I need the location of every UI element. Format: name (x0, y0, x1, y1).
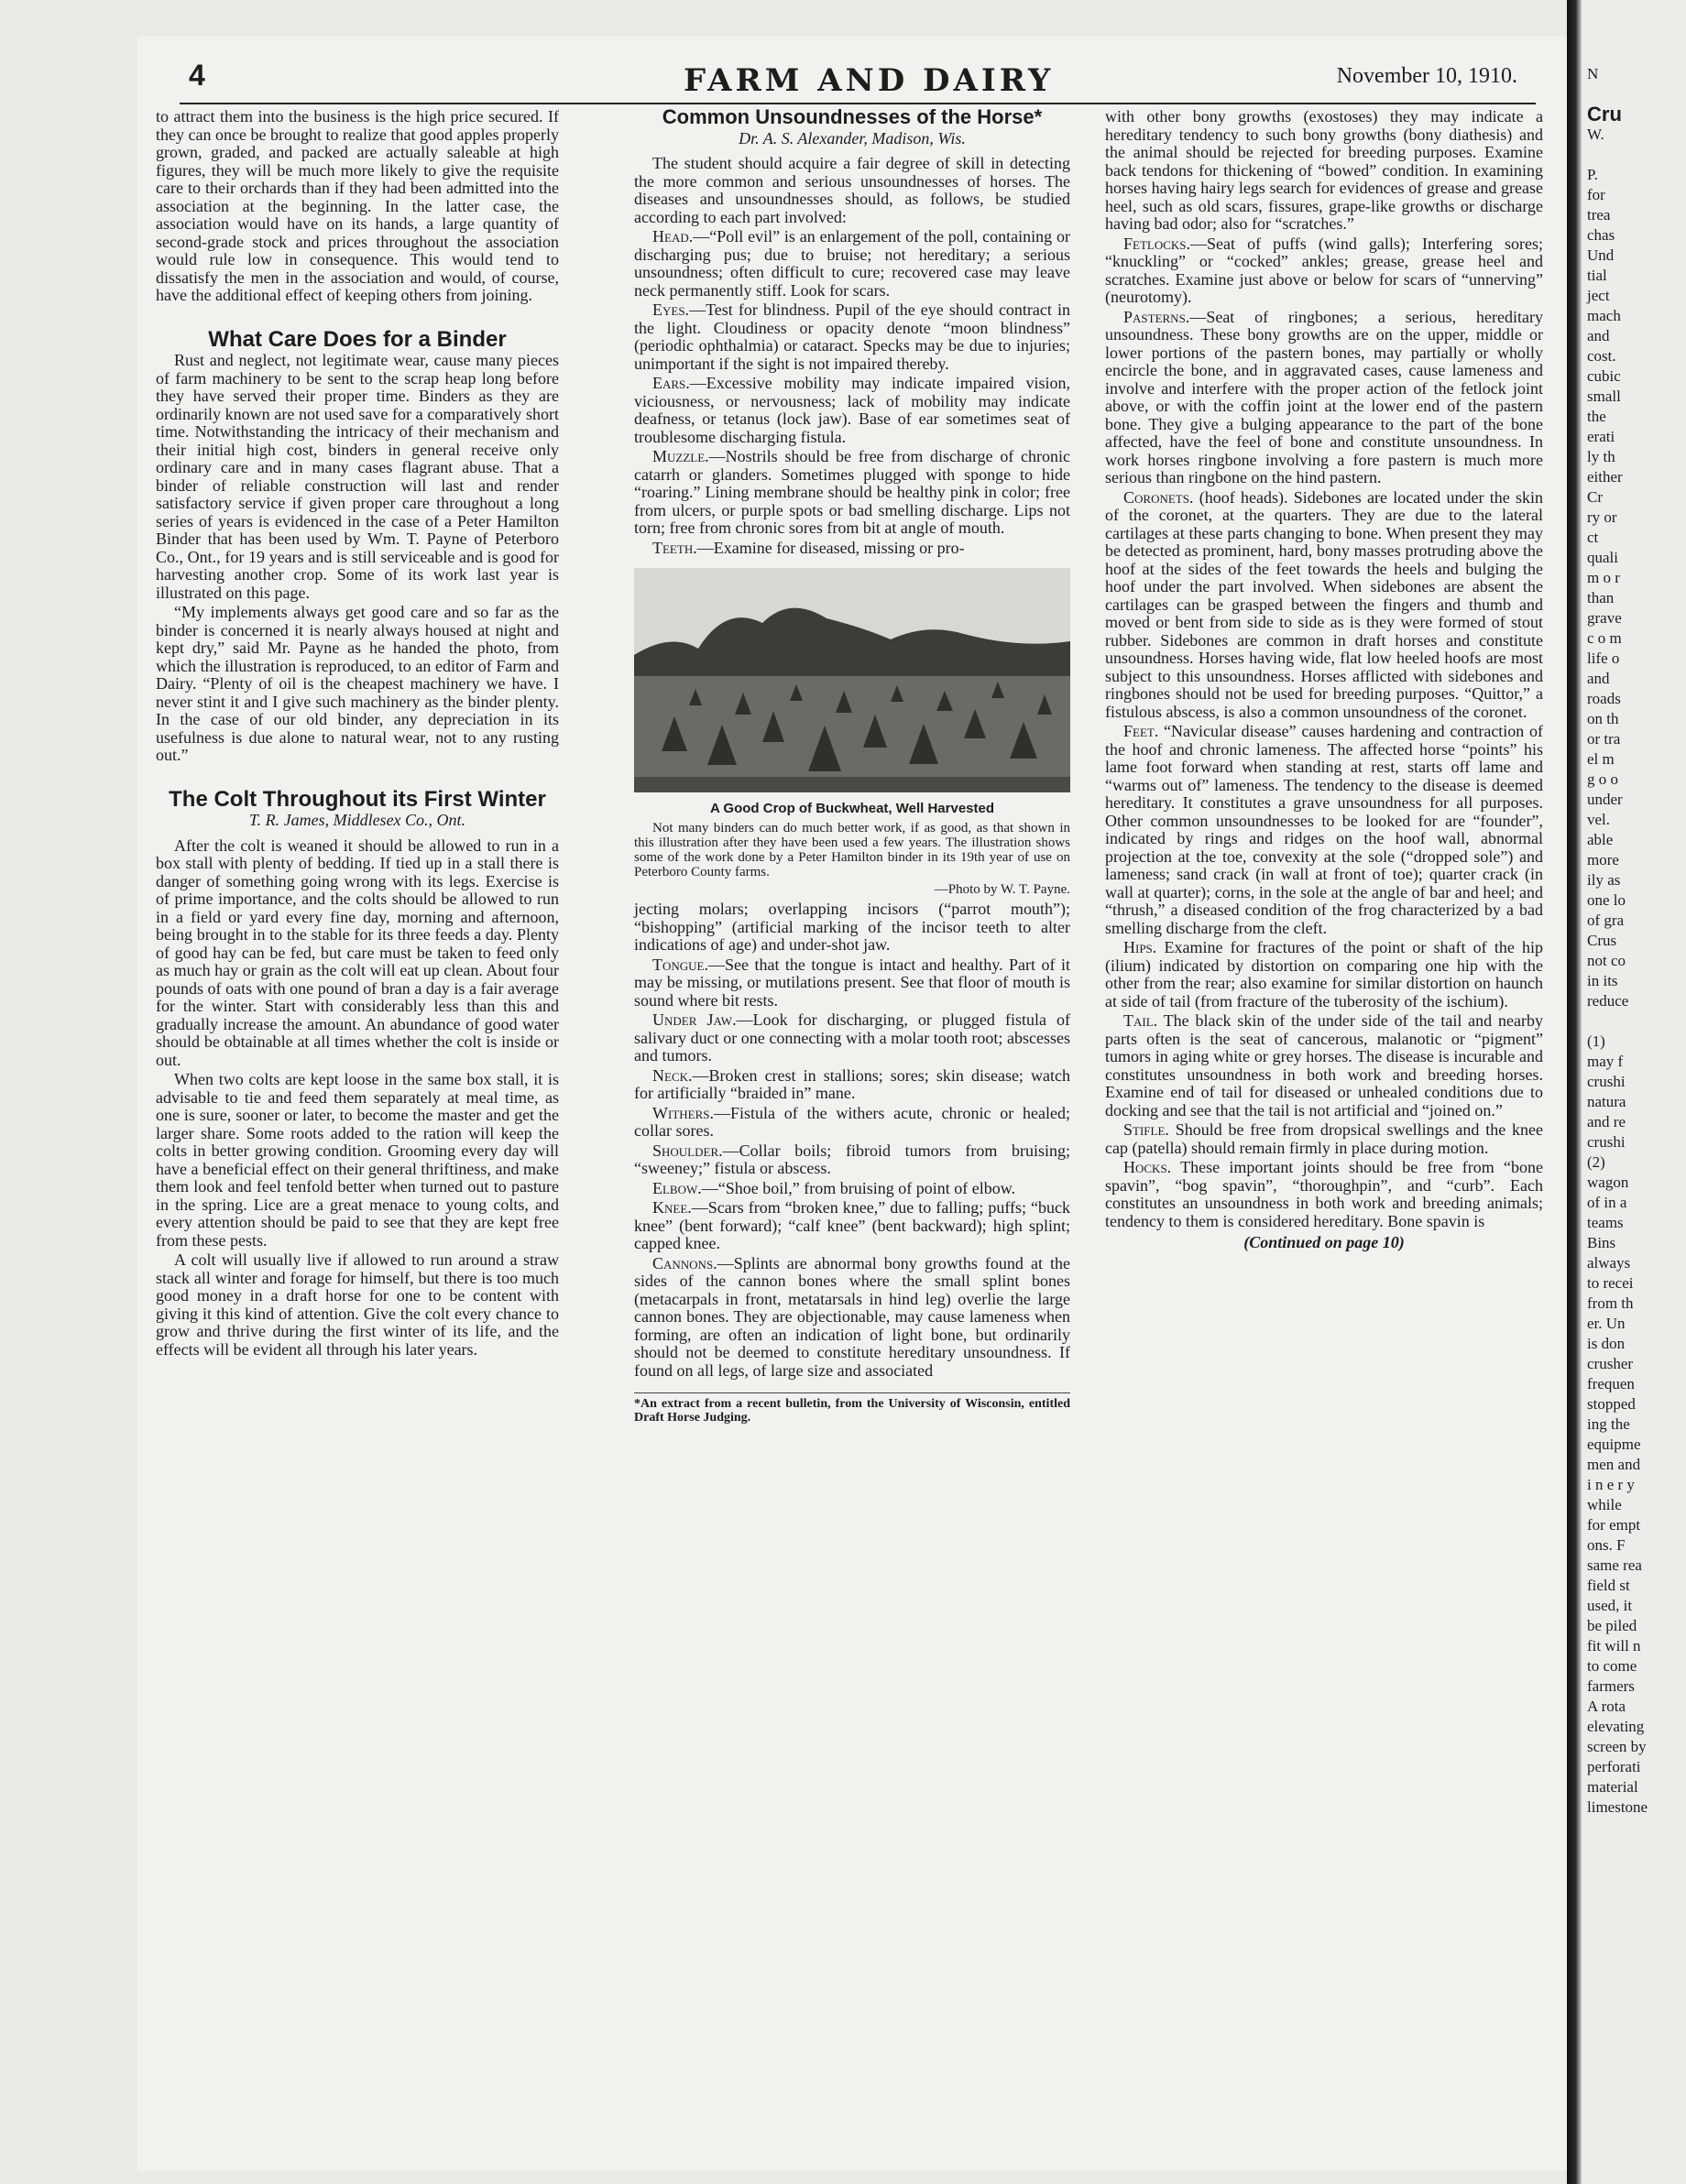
section-label: Withers. (652, 1103, 714, 1122)
next-page-line: ly th (1587, 448, 1615, 465)
next-page-line: may f (1587, 1053, 1624, 1070)
section-label: Stifle. (1123, 1120, 1169, 1139)
section-text: —Seat of puffs (wind galls); Interfering sores; “knuckling” or “cocked” ankles; grease, grease heel and scratches. Examine just above or below for scars of “unnerving” (neurotomy). (1105, 234, 1543, 306)
next-page-line: from th (1587, 1294, 1634, 1312)
next-page-line: limestone (1587, 1798, 1648, 1816)
section-paragraph (634, 956, 1070, 1010)
next-page-line: screen by (1587, 1738, 1647, 1755)
section-paragraph (634, 448, 1070, 538)
section-label: Tail. (1123, 1011, 1158, 1030)
section-text: —“Poll evil” is an enlargement of the poll, containing or discharging pus; due to bruise; not hereditary; a serious unsoundness; often difficult to cure; recovered case may leave neck permanently stiff. Look for scars. (634, 227, 1070, 300)
section-label: Feet. (1123, 722, 1159, 740)
next-page-line: grave (1587, 609, 1622, 627)
next-page-line: stopped (1587, 1395, 1636, 1413)
section-paragraph (1105, 723, 1543, 937)
section-label: Neck. (652, 1065, 693, 1085)
colt-paragraph-1: After the colt is weaned it should be allowed to run in a box stall with plenty of bedding. If tied up in a stall there is danger of something going wrong with its legs. Exercise is of prime importance, and the colts should be allowed to run in a field or yard every fine day, morning and afternoon, being brought in to the stable for its three feeds a day. Plenty of good hay can be fed, but care must be taken to feed only as much hay or grain as the colt will eat up clean. About four pounds of oats with one pound of bran a day is a fair average for the winter. Start with considerably less than this and gradually increase the amount. An abundance of good water should be obtainable at all times whether the colt is inside or out. (156, 835, 559, 1069)
column-2 (634, 105, 1071, 1425)
next-page-line: under (1587, 791, 1623, 808)
column-3 (1105, 108, 1543, 1252)
next-page-line: crushi (1587, 1073, 1626, 1090)
next-page-line: el m (1587, 750, 1615, 768)
buckwheat-field-image (634, 568, 1070, 792)
next-page-line: natura (1587, 1093, 1626, 1110)
continued-notice: (Continued on page 10) (1243, 1233, 1405, 1251)
next-page-line: of in a (1587, 1194, 1627, 1211)
next-page-line: er. Un (1587, 1315, 1626, 1332)
section-text: —Test for blindness. Pupil of the eye should contract in the light. Cloudiness or opacity denote “moon blindness” (periodic ophthalmia) or cataract. Specks may be due to injuries; unimportant if the sight is not impaired thereby. (634, 300, 1070, 373)
section-label: Pasterns. (1123, 307, 1190, 326)
next-page-line: ing the (1587, 1415, 1630, 1433)
next-page-line: fit will n (1587, 1637, 1641, 1654)
next-page-line: is don (1587, 1335, 1626, 1352)
colt-article-title: The Colt Throughout its First Winter (169, 786, 546, 812)
photo-credit: —Photo by W. T. Payne. (934, 881, 1070, 897)
section-text: The black skin of the under side of the tail and nearby parts often is the seat of cancerous, malanotic or “pigment” tumors in aging white or grey horses. The disease is incurable and constitutes unsoundness in both work and breeding horses. Examine end of tail for diseased or unhealed conditions due to docking and see that the tail is not artificial and “joined on.” (1105, 1011, 1543, 1119)
buckwheat-field-photo (634, 568, 1070, 792)
next-page-line: ject (1587, 287, 1610, 304)
unsoundness-intro: The student should acquire a fair degree of skill in detecting the more common and serious unsoundnesses of horses. The diseases and unsoundnesses should, as follows, be studied according to each part involved: (634, 154, 1070, 226)
section-text: —Excessive mobility may indicate impaired vision, viciousness, or nervousness; lack of mobility may indicate deafness, or tetanus (lock jaw). Base of ear sometimes seat of troublesome discharging fistula. (634, 374, 1070, 446)
section-label: Tongue. (652, 955, 708, 974)
masthead: FARM AND DAIRY (684, 62, 1055, 99)
next-page-line: wagon (1587, 1174, 1629, 1191)
section-paragraph (1105, 1159, 1543, 1230)
section-paragraph (634, 1142, 1070, 1178)
next-page-line: ily as (1587, 871, 1621, 889)
next-page-line: m o r (1587, 569, 1620, 586)
bony-growths-text: with other bony growths (exostoses) they may indicate a hereditary tendency to such bony growths (bony diathesis) and the animal should be rejected for breeding purposes. Examine back tendons for thickening of “bowed” condition. In examining horses having hairy legs search for evidences of grease and grease heel, such as old scars, fissures, grape-like growths or discharge having bad odor; also for “scratches.” (1105, 107, 1543, 233)
section-text: Should be free from dropsical swellings and the knee cap (patella) should remain firmly in place during motion. (1105, 1120, 1543, 1157)
next-page-line: small (1587, 388, 1621, 405)
section-paragraph (634, 1105, 1070, 1141)
next-page-line: P. (1587, 166, 1598, 183)
next-page-line: reduce (1587, 992, 1629, 1010)
page-header (180, 59, 1536, 104)
next-page-line: or tra (1587, 730, 1621, 748)
next-page-line: Bins (1587, 1234, 1616, 1251)
section-text: —“Shoe boil,” from bruising of point of elbow. (701, 1178, 1016, 1197)
unsoundness-article-byline: Dr. A. S. Alexander, Madison, Wis. (739, 128, 966, 147)
section-text: —Collar boils; fibroid tumors from bruising; “sweeney;” fistula or abscess. (634, 1141, 1070, 1177)
section-paragraph (634, 228, 1070, 300)
colt-paragraph-2: When two colts are kept loose in the same box stall, it is advisable to tie and feed them separately at meal time, as one is sure, sooner or later, to become the master and get the larger share. Some roots added to the ration will keep the colts in better growing condition. Grooming every day will have a beneficial effect on their general thriftiness, and make them look and feel tenfold better when turned out to pasture in the spring. Lice are a great menace to young colts, and every attention should be paid to see that they are kept free from these pests. (156, 1070, 559, 1250)
next-page-line: roads (1587, 690, 1621, 707)
next-page-line: be piled (1587, 1617, 1637, 1634)
section-text: —See that the tongue is intact and healthy. Part of it may be missing, or mutilations present. See that floor of mouth is sound where bit rests. (634, 955, 1070, 1010)
article-footnote: *An extract from a recent bulletin, from the University of Wisconsin, entitled Draft Horse Judging. (634, 1392, 1070, 1425)
next-page-line: field st (1587, 1577, 1630, 1594)
next-page-line: Cru (1587, 103, 1622, 126)
section-paragraph (1105, 1012, 1543, 1119)
next-page-line: trea (1587, 206, 1611, 224)
section-label: Ears. (652, 374, 690, 392)
section-paragraph (634, 301, 1070, 373)
section-paragraph (1105, 489, 1543, 722)
section-label: Fetlocks. (1123, 234, 1191, 253)
next-page-line: c o m (1587, 629, 1622, 647)
next-page-line: perforati (1587, 1758, 1641, 1775)
colt-article-byline: T. R. James, Middlesex Co., Ont. (248, 811, 466, 829)
header-rule (180, 103, 1536, 104)
next-page-line: chas (1587, 226, 1615, 244)
issue-date: November 10, 1910. (1336, 64, 1517, 88)
next-page-line: the (1587, 408, 1606, 425)
section-label: Cannons. (652, 1253, 717, 1272)
next-page-line: than (1587, 589, 1615, 606)
next-page-line: one lo (1587, 891, 1626, 909)
next-page-line: crusher (1587, 1355, 1634, 1372)
binder-paragraph-2: “My implements always get good care and so far as the binder is concerned it is nearly always housed at night and kept dry,” said Mr. Payne as he handed the photo, from which the illustration is reproduced, to an editor of Farm and Dairy. “Plenty of oil is the cheapest machinery we have. I never stint it and I give such machinery as the binder plenty. In the case of our old binder, any depreciation in its usefulness is due alone to natural wear, not to any rusting out.” (156, 603, 559, 764)
next-page-line: (1) (1587, 1032, 1605, 1050)
next-page-line: more (1587, 851, 1619, 868)
next-page-line: W. (1587, 126, 1604, 143)
section-paragraph (634, 540, 1070, 558)
section-label: Eyes. (652, 300, 690, 319)
section-label: Knee. (652, 1198, 692, 1217)
binder-paragraph-1: Rust and neglect, not legitimate wear, cause many pieces of farm machinery to be sent to the scrap heap long before they have served their proper time. Binders as they are ordinarily known are not used save for a comparatively short time. Notwithstanding the intricacy of their mechanism and their initial high cost, binders in general receive only ordinary care and in many cases flagrant abuse. That a binder of reliable construction will last and render satisfactory service if given proper care throughout a long series of years is evidenced in the case of a Peter Hamilton Binder that has been used by Wm. T. Payne of Peterboro Co., Ont., for 19 years and is still serviceable and is good for harvesting another crop. Some of its work last year is illustrated on this page. (156, 351, 559, 602)
next-page-line: Und (1587, 246, 1615, 264)
photo-caption-title: A Good Crop of Buckwheat, Well Harvested (709, 801, 995, 816)
next-page-line: equipme (1587, 1436, 1641, 1453)
section-label: Muzzle. (652, 447, 709, 465)
next-page-line: cost. (1587, 347, 1616, 365)
section-paragraph (1105, 939, 1543, 1010)
next-page-line: teams (1587, 1214, 1624, 1231)
next-page-line: i n e r y (1587, 1476, 1635, 1493)
next-page-line: on th (1587, 710, 1619, 727)
next-page-line: Cr (1587, 488, 1603, 506)
next-page-line: ct (1587, 529, 1599, 546)
next-page-line: life o (1587, 650, 1620, 667)
next-page-line: ons. F (1587, 1536, 1626, 1554)
section-label: Under Jaw. (652, 1010, 737, 1029)
next-page-line: men and (1587, 1456, 1641, 1473)
section-label: Hips. (1123, 938, 1157, 956)
next-page-line: same rea (1587, 1556, 1642, 1574)
next-page-line: in its (1587, 972, 1618, 989)
section-text: —Look for discharging, or plugged fistula of salivary duct or one connecting with a molar tooth root; abscesses and tumors. (634, 1010, 1071, 1065)
section-label: Shoulder. (652, 1141, 723, 1160)
next-page-line: mach (1587, 307, 1621, 324)
section-text: “Navicular disease” causes hardening and contraction of the hoof and chronic lameness. The affected horse “points” his lame foot forward when standing at rest, starts off lame and “warms out of” lameness. The tendency to the disease is deemed hereditary. It constitutes a grave unsoundness for all purposes. Other common unsoundnesses to be looked for are “founder”, indicated by rings and ridges on the hoof wall, abnormal projection at the toe, convexity at the sole (“dropped sole”) and lameness; sand crack (in wall at front of toe); quarter crack (in wall at quarter); corns, in the sole at the angle of bar and heel; and “thrush,” a diseased condition of the frog characterized by a bad smelling discharge from the cleft. (1105, 722, 1543, 937)
next-page-line: Crus (1587, 932, 1617, 949)
next-page-line: of gra (1587, 912, 1625, 929)
section-text: These important joints should be free from “bone spavin”, “bog spavin”, “thoroughpin”, and “curb”. Each constitutes an unsoundness in both work and breeding animals; tendency to them is considered hereditary. Bone spavin is (1105, 1158, 1543, 1230)
unsoundness-article-title: Common Unsoundnesses of the Horse* (662, 105, 1043, 128)
next-page-line: quali (1587, 549, 1618, 566)
unsoundness-sections-top (634, 228, 1070, 557)
section-paragraph (634, 1199, 1070, 1253)
next-page-line: either (1587, 468, 1623, 486)
section-text: —Splints are abnormal bony growths found at the sides of the cannon bones where the small splint bones (metacarpals in front, metatarsals in hind leg) overlie the large cannon bones. They are objectionable, may cause lameness when forming, are often an indication of light bone, but ordinarily should not be deemed to constitute hereditary unsoundness. If found on all legs, of large size and associated (634, 1253, 1070, 1380)
apple-association-text: to attract them into the business is the high price secured. If they can once be brought to realize that good apples properly grown, graded, and packed are actually saleable at high figures, they will be much more likely to give the requisite care to their orchards than if they had been admitted into the association at the beginning. In the latter case, the association would have on its hands, a large quantity of second-grade stock and prices throughout the association would rule low in consequence. This would tend to dissatisfy the men in the association and would, of course, have the additional effect of keeping others from joining. (156, 107, 559, 304)
next-page-line: to recei (1587, 1274, 1634, 1292)
next-page-line: for empt (1587, 1516, 1641, 1534)
next-page-line: and re (1587, 1113, 1626, 1130)
section-label: Elbow. (652, 1178, 702, 1197)
section-paragraph (1105, 1121, 1543, 1157)
next-page-line: not co (1587, 952, 1626, 969)
next-page-line: able (1587, 831, 1614, 848)
section-text: —Nostrils should be free from discharge of chronic catarrh or glanders. Sometimes plugged with sponge to hide “roaring.” Lining membrane should be healthy pink in color; free from ulcers, or purple spots or bad smelling discharge. Lips not torn; free from chronic sores from bit at angle of mouth. (634, 447, 1070, 537)
section-label: Teeth. (652, 538, 697, 557)
page-number: 4 (189, 59, 205, 92)
next-page-line: always (1587, 1254, 1631, 1272)
section-text: —Scars from “broken knee,” due to falling; puffs; “buck knee” (bent forward); “calf knee” (bent backward); high splint; capped knee. (634, 1198, 1070, 1252)
next-page-line: to come (1587, 1657, 1637, 1675)
next-page-line: frequen (1587, 1375, 1635, 1392)
column-1 (156, 108, 559, 1360)
next-page-line: N (1587, 65, 1599, 82)
unsoundness-sections-col3 (1105, 235, 1543, 1231)
next-page-line: (2) (1587, 1153, 1605, 1171)
next-page-line: cubic (1587, 367, 1621, 385)
section-paragraph (1105, 309, 1543, 487)
section-text: Examine for fractures of the point or shaft of the hip (ilium) indicated by distortion on comparing one hip with the other from the rear; also examine for similar distortion on haunch at side of tail (from fracture of the tuberosity of the ischium). (1105, 938, 1543, 1010)
next-page-line: farmers (1587, 1677, 1635, 1695)
next-page-line: tial (1587, 267, 1607, 284)
photo-caption-text: Not many binders can do much better work, if as good, as that shown in this illustration after they have been used a few years. The illustration shows some of the work done by a Peter Hamilton binder in its 19th year of use on Peterboro County farms. (634, 820, 1070, 879)
section-paragraph (634, 1067, 1070, 1103)
section-text: (hoof heads). Sidebones are located under the skin of the coronet, at the quarters. They are due to the lateral cartilages at these parts changing to bone. When present they may be detected as prominent, hard, bony masses protruding above the hoof at the sides of the feet towards the heels and bulging the hoof under the part involved. When sidebones are absent the cartilages can be grasped between the fingers and thumb and moved or bent from side to side as is they were formed of stout rubber. Sidebones are common in draft horses and constitute unsoundness. Horses having wide, flat low heeled hoofs are most subject to this unsoundness. Horses afflicted with sidebones and ringbones should not be used for breeding purposes. “Quittor,” a fistulous abscess, is also a common unsoundness of the coronet. (1105, 487, 1543, 721)
colt-paragraph-3: A colt will usually live if allowed to run around a straw stack all winter and forage for himself, but there is too much good money in a draft horse for one to be content with giving it this kind of attention. Give the colt every chance to grow and thrive during the first winter of its life, and the effects will be evident all through his later years. (156, 1250, 559, 1359)
section-label: Coronets. (1123, 487, 1194, 507)
next-page-line: material (1587, 1778, 1638, 1796)
next-page-line: g o o (1587, 770, 1618, 788)
page-gutter (1567, 0, 1582, 2184)
next-page-line: and (1587, 327, 1610, 344)
next-page-line: erati (1587, 428, 1615, 445)
next-page-fragment (1582, 0, 1686, 2184)
next-page-line: and (1587, 670, 1610, 687)
section-paragraph (1105, 235, 1543, 307)
section-text: —Fistula of the withers acute, chronic or healed; collar sores. (634, 1103, 1070, 1140)
next-page-line: for (1587, 186, 1605, 203)
binder-article-title: What Care Does for a Binder (208, 326, 507, 352)
next-page-line: crushi (1587, 1133, 1626, 1151)
section-label: Head. (652, 227, 694, 246)
next-page-line: used, it (1587, 1597, 1633, 1614)
section-paragraph (634, 1255, 1070, 1381)
unsoundness-sections-bottom (634, 956, 1070, 1381)
section-label: Hocks. (1123, 1158, 1172, 1176)
next-page-line: A rota (1587, 1698, 1626, 1715)
next-page-line: ry or (1587, 508, 1617, 526)
next-page-line: vel. (1587, 811, 1611, 828)
next-page-line: elevating (1587, 1718, 1645, 1735)
section-paragraph (634, 1011, 1070, 1065)
section-text: —Seat of ringbones; a serious, hereditary unsoundness. These bony growths are on the upper, middle or lower portions of the pastern bones, may partially or wholly encircle the bone, and in aggravated cases, cause lameness and involve and interfere with the proper action of the fetlock joint above, or with the coffin joint at the lower end of the pastern bone. They give a bulging appearance to the part of the bone affected, have the feel of bone and constitute unsoundness. In work horses ringbone involving a fore pastern is much more serious than ringbone on the hind pastern. (1105, 307, 1543, 486)
section-paragraph (634, 375, 1070, 446)
next-page-line: while (1587, 1496, 1622, 1513)
teeth-continued: jecting molars; overlapping incisors (“parrot mouth”); “bishopping” (artificial marking of the incisor teeth to alter indications of age) and under-shot jaw. (634, 900, 1070, 954)
section-text: —Examine for diseased, missing or pro- (696, 538, 965, 557)
section-paragraph (634, 1180, 1070, 1198)
section-text: —Broken crest in stallions; sores; skin disease; watch for artificially “braided in” mane. (634, 1065, 1070, 1102)
